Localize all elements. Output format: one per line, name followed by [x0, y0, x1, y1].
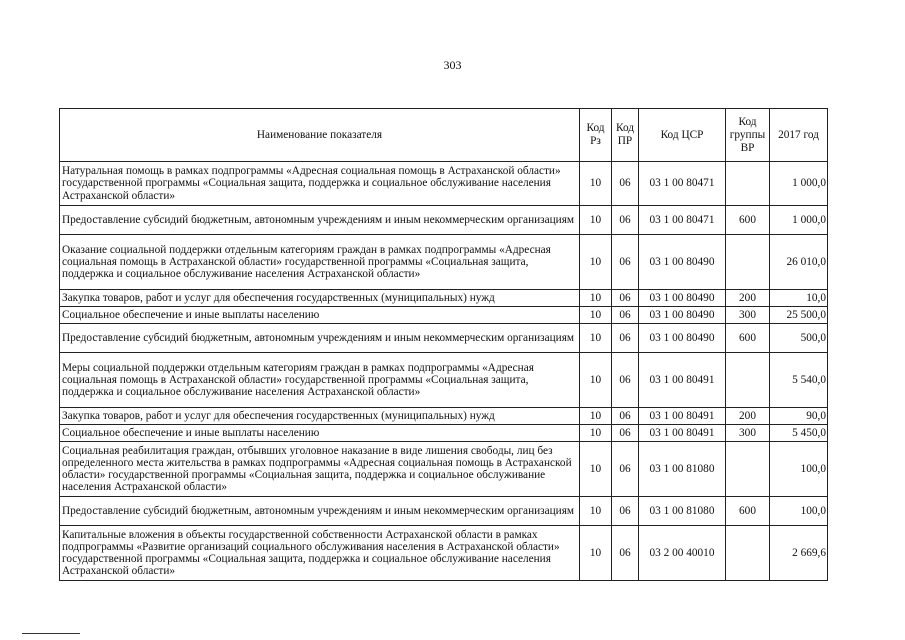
header-rz: Код Рз [580, 109, 612, 162]
table-row [60, 353, 828, 408]
row-pr-cell: 06 [612, 307, 639, 324]
row-csr-cell: 03 1 00 80490 [639, 290, 726, 307]
row-csr-cell: 03 1 00 80471 [639, 162, 726, 206]
row-name-cell: Закупка товаров, работ и услуг для обеспечения государственных (муниципальных) нужд [60, 408, 580, 425]
row-csr-cell: 03 1 00 81080 [639, 442, 726, 497]
table-row [60, 526, 828, 581]
row-rz-cell: 10 [580, 206, 612, 235]
row-csr-cell: 03 1 00 80491 [639, 425, 726, 442]
row-amount-cell: 10,0 [770, 290, 828, 307]
row-pr-cell: 06 [612, 526, 639, 581]
row-vr-cell [726, 353, 770, 408]
row-vr-cell [726, 162, 770, 206]
row-pr-cell: 06 [612, 324, 639, 353]
row-pr-cell: 06 [612, 497, 639, 526]
table-row [60, 206, 828, 235]
row-vr-cell: 200 [726, 290, 770, 307]
row-csr-cell: 03 2 00 40010 [639, 526, 726, 581]
row-pr-cell: 06 [612, 162, 639, 206]
row-rz-cell: 10 [580, 497, 612, 526]
row-rz-cell: 10 [580, 408, 612, 425]
row-amount-cell: 100,0 [770, 497, 828, 526]
row-rz-cell: 10 [580, 307, 612, 324]
row-name-cell: Предоставление субсидий бюджетным, автономным учреждениям и иным некоммерческим организациям [60, 324, 580, 353]
row-vr-cell: 600 [726, 206, 770, 235]
row-name-cell: Социальная реабилитация граждан, отбывших уголовное наказание в виде лишения свободы, лиц без определенного места жительства в рамках подпрограммы «Адресная социальная помощь в Астраханской области» государственной программы «Социальная защита, поддержка и социальное обслуживание населения Астраханской области» [60, 442, 580, 497]
row-vr-cell: 600 [726, 324, 770, 353]
header-year: 2017 год [770, 109, 828, 162]
row-amount-cell: 100,0 [770, 442, 828, 497]
table-row [60, 290, 828, 307]
row-amount-cell: 5 450,0 [770, 425, 828, 442]
table-row [60, 324, 828, 353]
row-pr-cell: 06 [612, 353, 639, 408]
row-pr-cell: 06 [612, 290, 639, 307]
row-vr-cell: 600 [726, 497, 770, 526]
header-name: Наименование показателя [60, 109, 580, 162]
row-name-cell: Меры социальной поддержки отдельным категориям граждан в рамках подпрограммы «Адресная социальная помощь в Астраханской области» государственной программы «Социальная защита, поддержка и социальное обслуживание населения Астраханской области» [60, 353, 580, 408]
header-pr: Код ПР [612, 109, 639, 162]
row-name-cell: Закупка товаров, работ и услуг для обеспечения государственных (муниципальных) нужд [60, 290, 580, 307]
row-rz-cell: 10 [580, 425, 612, 442]
row-vr-cell [726, 442, 770, 497]
row-amount-cell: 2 669,6 [770, 526, 828, 581]
row-vr-cell [726, 526, 770, 581]
row-amount-cell: 90,0 [770, 408, 828, 425]
row-rz-cell: 10 [580, 324, 612, 353]
table-body [60, 162, 828, 581]
row-pr-cell: 06 [612, 235, 639, 290]
row-csr-cell: 03 1 00 80490 [639, 235, 726, 290]
row-amount-cell: 1 000,0 [770, 162, 828, 206]
row-rz-cell: 10 [580, 290, 612, 307]
row-csr-cell: 03 1 00 80491 [639, 408, 726, 425]
table-row [60, 442, 828, 497]
row-amount-cell: 500,0 [770, 324, 828, 353]
row-name-cell: Оказание социальной поддержки отдельным категориям граждан в рамках подпрограммы «Адресная социальная помощь в Астраханской области» государственной программы «Социальная защита, поддержка и социальное обслуживание населения Астраханской области» [60, 235, 580, 290]
table-row [60, 235, 828, 290]
table-row [60, 408, 828, 425]
row-name-cell: Предоставление субсидий бюджетным, автономным учреждениям и иным некоммерческим организациям [60, 497, 580, 526]
row-csr-cell: 03 1 00 80491 [639, 353, 726, 408]
header-vr: Код группы ВР [726, 109, 770, 162]
row-vr-cell: 300 [726, 307, 770, 324]
row-name-cell: Натуральная помощь в рамках подпрограммы «Адресная социальная помощь в Астраханской области» государственной программы «Социальная защита, поддержка и социальное обслуживание населения Астраханской области» [60, 162, 580, 206]
row-pr-cell: 06 [612, 425, 639, 442]
row-rz-cell: 10 [580, 162, 612, 206]
row-csr-cell: 03 1 00 81080 [639, 497, 726, 526]
budget-table [59, 108, 828, 581]
row-vr-cell: 200 [726, 408, 770, 425]
header-csr: Код ЦСР [639, 109, 726, 162]
row-rz-cell: 10 [580, 442, 612, 497]
row-csr-cell: 03 1 00 80471 [639, 206, 726, 235]
table-header-row [60, 109, 828, 162]
row-name-cell: Социальное обеспечение и иные выплаты населению [60, 307, 580, 324]
table-row [60, 307, 828, 324]
row-vr-cell [726, 235, 770, 290]
row-rz-cell: 10 [580, 353, 612, 408]
row-amount-cell: 25 500,0 [770, 307, 828, 324]
row-rz-cell: 10 [580, 235, 612, 290]
table-row [60, 497, 828, 526]
row-amount-cell: 5 540,0 [770, 353, 828, 408]
row-pr-cell: 06 [612, 206, 639, 235]
row-csr-cell: 03 1 00 80490 [639, 307, 726, 324]
footnote-rule [22, 633, 80, 634]
table-row [60, 425, 828, 442]
row-name-cell: Предоставление субсидий бюджетным, автономным учреждениям и иным некоммерческим организациям [60, 206, 580, 235]
table-row [60, 162, 828, 206]
row-pr-cell: 06 [612, 442, 639, 497]
row-rz-cell: 10 [580, 526, 612, 581]
row-csr-cell: 03 1 00 80490 [639, 324, 726, 353]
row-amount-cell: 26 010,0 [770, 235, 828, 290]
row-amount-cell: 1 000,0 [770, 206, 828, 235]
row-pr-cell: 06 [612, 408, 639, 425]
row-name-cell: Социальное обеспечение и иные выплаты населению [60, 425, 580, 442]
row-vr-cell: 300 [726, 425, 770, 442]
row-name-cell: Капитальные вложения в объекты государственной собственности Астраханской области в рамках подпрограммы «Развитие организаций социального обслуживания населения в Астраханской области» государственной программы «Социальная защита, поддержка и социальное обслуживание населения Астраханской области» [60, 526, 580, 581]
page-number: 303 [443, 58, 462, 72]
